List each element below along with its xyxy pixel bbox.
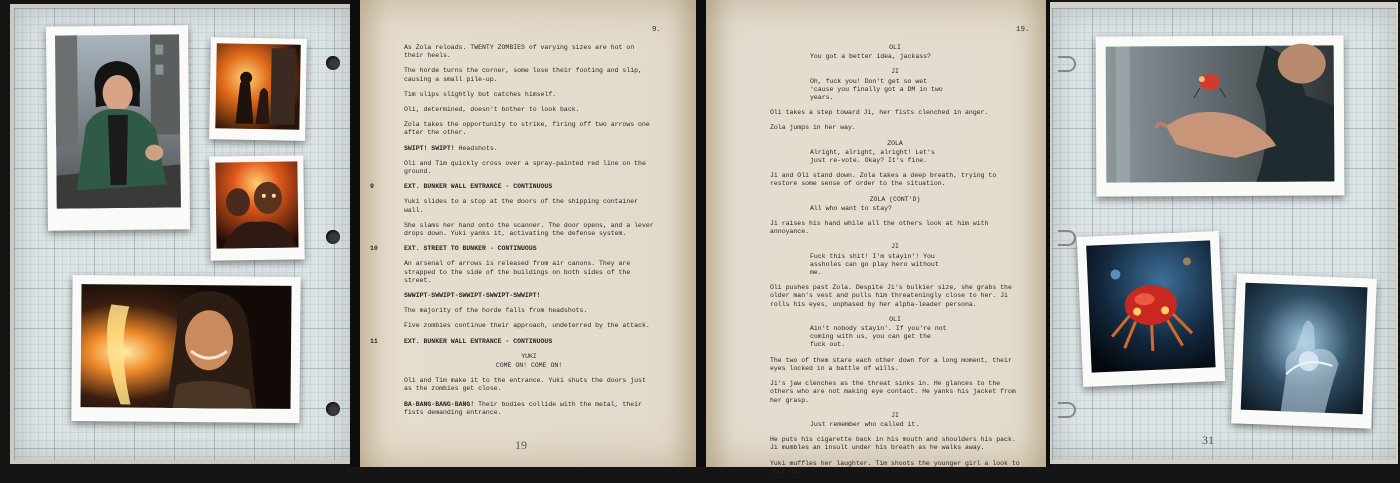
dialogue: Oh, fuck you! Don't get so wet 'cause you finally got a DM in two years. (810, 77, 943, 102)
action-line: Tim slips slightly but catches himself. (404, 90, 557, 98)
page-footer-number: 31 (1202, 433, 1214, 447)
binder-hole (326, 402, 340, 416)
scene-heading (370, 183, 654, 191)
binder-hole (326, 230, 340, 244)
action-line: Zola jumps in her way. (770, 124, 856, 132)
action-line: Ji raises his hand while all the others look at him with annoyance. (770, 220, 989, 236)
action-line (404, 401, 654, 417)
photo-burning-zombies-image (215, 161, 298, 248)
character-cue: JI (891, 243, 899, 251)
action-line: Yuki slides to a stop at the doors of the shipping container wall. (404, 198, 639, 214)
dialogue: Alright, alright, alright! Let's just re-vote. Okay? It's fine. (810, 148, 935, 165)
page-number: 19. (1016, 26, 1030, 34)
action-line: As Zola reloads. TWENTY ZOMBIES of varying sizes are hot on their heels. (404, 44, 635, 60)
action-line (404, 145, 654, 153)
character-cue: ZOLA (887, 139, 903, 147)
action-line: Oli and Tim quickly cross over a spray-painted red line on the ground. (404, 159, 646, 176)
action-line: The two of them stare each other down for a long moment, their eyes locked in a battle of wills. (770, 356, 1012, 372)
photo-burning-zombies (209, 155, 304, 260)
script-page-right (706, 0, 1046, 475)
photo-red-robot-bug (1077, 231, 1225, 387)
binder-ring (1058, 402, 1076, 418)
right-moodboard-page (1052, 8, 1396, 460)
action-line: Ji and Oli stand down. Zola takes a deep breath, trying to restore some sense of order to the situation. (770, 172, 997, 188)
action-line: The horde turns the corner, some lose their footing and slip, causing a small pile-up. (404, 67, 642, 83)
dialogue: Just remember who called it. (810, 420, 920, 428)
character-cue: YUKI (521, 352, 537, 360)
left-moodboard-page (14, 8, 350, 460)
action-text: Headshots. (454, 144, 498, 152)
scene-number: 10 (370, 245, 378, 253)
action-line: He puts his cigarette back in his mouth and shoulders his pack. Ji mumbles an insult under his breath as he walks away. (770, 436, 1016, 452)
center-gutter (696, 0, 706, 467)
dialogue: Fuck this shit! I'm stayin'! You assholes can go play hero without me. (810, 252, 939, 277)
photo-burning-doorway (209, 37, 307, 141)
photo-red-robot-bug-image (1086, 240, 1215, 372)
scene-heading (370, 337, 654, 346)
scene-heading-text: EXT. BUNKER WALL ENTRANCE - CONTINUOUS (404, 183, 553, 191)
dialogue: COME ON! COME ON! (495, 362, 563, 370)
photo-glass-hand (1231, 273, 1377, 428)
script-page-left (360, 0, 696, 467)
binder-ring (1058, 230, 1076, 246)
action-line: Yuki muffles her laughter. Tim shoots the younger girl a look to shut up. (770, 459, 1020, 475)
script-text-right (770, 44, 1020, 483)
binder-ring (1058, 56, 1076, 72)
character-cue: JI (891, 411, 899, 419)
binder-hole (326, 56, 340, 70)
scene-heading-text: EXT. BUNKER WALL ENTRANCE - CONTINUOUS (404, 337, 553, 345)
action-line: Oli takes a step toward Ji, her fists clenched in anger. (770, 109, 989, 117)
sound-effect: SWWIPT-SWWIPT-SWWIPT-SWWIPT-SWWIPT! (404, 292, 541, 300)
action-line (404, 292, 654, 300)
photo-man-with-torch (71, 275, 300, 423)
dialogue: You got a better idea, jackass? (810, 53, 931, 61)
action-line: An arsenal of arrows is released from air canons. They are strapped to the side of the buildings on both sides of the street. (404, 260, 631, 284)
scene-number: 11 (370, 337, 378, 345)
gutter (350, 0, 360, 467)
photo-glass-hand-image (1241, 283, 1368, 415)
photo-hand-with-bug (1096, 35, 1345, 196)
photo-girl-running (46, 25, 190, 230)
character-cue: OLI (889, 315, 901, 323)
scene-heading-text: EXT. STREET TO BUNKER - CONTINUOUS (404, 245, 537, 253)
action-line: Zola takes the opportunity to strike, firing off two arrows one after the other. (404, 121, 650, 137)
scene-heading (370, 245, 654, 253)
photo-man-with-torch-image (80, 284, 291, 409)
page-number: 9. (652, 26, 662, 34)
sound-effect: BA-BANG-BANG-BANG! (404, 400, 475, 408)
action-line: Oli and Tim make it to the entrance. Yuki shuts the doors just as the zombies get close. (404, 377, 646, 393)
character-cue: JI (891, 68, 899, 76)
character-cue: OLI (889, 44, 901, 51)
photo-hand-with-bug-image (1106, 45, 1335, 182)
scene-number: 9 (370, 183, 374, 191)
action-line: Oli pushes past Zola. Despite Ji's bulkier size, she grabs the older man's vest and pulls him threateningly close to her. Ji rolls his eyes, unphased by her alpha-leader persona. (770, 284, 1012, 308)
action-text: Their bodies collide with the metal, their fists demanding entrance. (404, 400, 642, 416)
action-line: Ji's jaw clenches as the threat sinks in. He glances to the others who are not making eye contact. He yanks his jacket from her grasp. (770, 380, 1016, 404)
page-footer-number: 19 (515, 438, 527, 452)
action-line: The majority of the horde falls from headshots. (404, 307, 588, 315)
action-line: Five zombies continue their approach, undeterred by the attack. (404, 322, 650, 330)
sound-effect: SWIPT! SWIPT! (404, 144, 455, 152)
dialogue: All who want to stay? (810, 204, 892, 212)
character-cue: ZOLA (CONT'D) (869, 195, 921, 203)
action-line: Oli, determined, doesn't bother to look back. (404, 106, 580, 114)
dialogue: Ain't nobody stayin'. If you're not coming with us, you can get the fuck out. (810, 325, 947, 349)
script-text-left (370, 44, 654, 424)
action-line: She slams her hand onto the scanner. The door opens, and a lever drops down. Yuki yanks it, activating the defense system. (404, 221, 654, 238)
photo-burning-doorway-image (215, 43, 300, 129)
photo-girl-running-image (55, 34, 181, 208)
